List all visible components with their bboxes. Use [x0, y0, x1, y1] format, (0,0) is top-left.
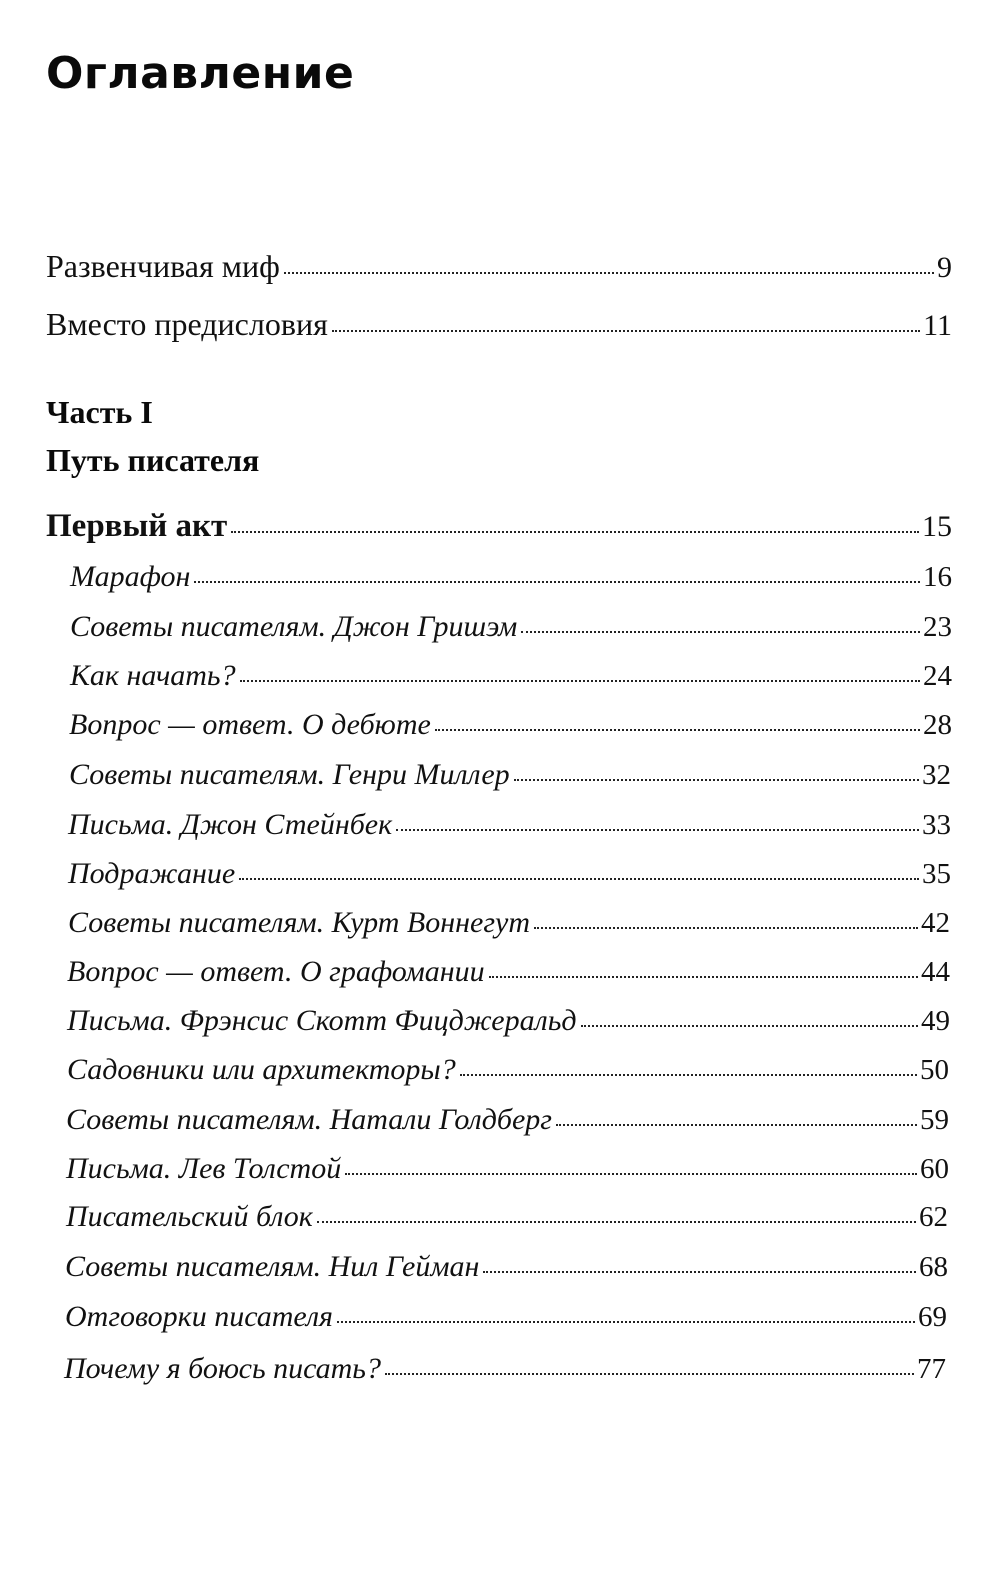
entry-label: Садовники или архитекторы? [67, 1053, 456, 1086]
dot-leader [317, 1221, 916, 1223]
page-number: 32 [922, 759, 951, 791]
page-number: 59 [920, 1104, 949, 1136]
page-number: 28 [923, 709, 952, 741]
page-number: 49 [921, 1005, 950, 1037]
entry-label: Марафон [70, 560, 191, 593]
dot-leader [337, 1321, 915, 1323]
page-number: 23 [923, 611, 952, 643]
entry-label: Советы писателям. Джон Гришэм [70, 610, 518, 643]
dot-leader [385, 1373, 914, 1375]
page-number: 77 [917, 1353, 946, 1385]
dot-leader [194, 581, 920, 583]
entry-label: Вопрос — ответ. О дебюте [69, 708, 431, 741]
entry-label: Вопрос — ответ. О графомании [67, 955, 485, 988]
toc-entry-chapter[interactable] [68, 806, 951, 844]
dot-leader [521, 631, 920, 633]
entry-label: Письма. Джон Стейнбек [68, 808, 393, 841]
dot-leader [483, 1271, 916, 1273]
page-number: 33 [922, 809, 951, 841]
dot-leader [534, 927, 918, 929]
dot-leader [514, 779, 919, 781]
entry-label: Советы писателям. Натали Голдберг [66, 1103, 552, 1136]
dot-leader [240, 680, 920, 682]
entry-label: Как начать? [70, 659, 236, 692]
toc-entry-chapter[interactable] [69, 706, 952, 744]
entry-label: Советы писателям. Генри Миллер [69, 758, 510, 791]
entry-label: Писательский блок [66, 1200, 313, 1233]
entry-label: Советы писателям. Нил Гейман [65, 1250, 480, 1283]
entry-label: Почему я боюсь писать? [64, 1352, 381, 1385]
page-number: 68 [919, 1251, 948, 1283]
part-title-heading: Путь писателя [46, 442, 260, 478]
dot-leader [435, 729, 920, 731]
entry-label: Первый акт [46, 508, 228, 544]
toc-entry-chapter[interactable] [64, 1350, 946, 1388]
page-number: 15 [922, 510, 952, 543]
dot-leader [284, 272, 934, 274]
entry-label: Советы писателям. Курт Воннегут [68, 906, 530, 939]
toc-entry-chapter[interactable] [70, 657, 952, 695]
dot-leader [581, 1025, 918, 1027]
toc-entry-chapter[interactable] [65, 1248, 948, 1286]
page-number: 62 [919, 1201, 948, 1233]
toc-entry-chapter[interactable] [67, 1002, 950, 1040]
page-number: 16 [923, 561, 952, 593]
part-number-heading: Часть I [46, 394, 153, 430]
dot-leader [231, 531, 919, 533]
dot-leader [460, 1074, 917, 1076]
toc-entry-chapter[interactable] [65, 1298, 947, 1336]
entry-label: Письма. Лев Толстой [66, 1152, 342, 1185]
page-number: 24 [923, 660, 952, 692]
entry-label: Отговорки писателя [65, 1300, 333, 1333]
dot-leader [396, 829, 919, 831]
toc-entry-chapter[interactable] [70, 558, 952, 596]
page-number: 60 [920, 1153, 949, 1185]
toc-entry-front-matter[interactable] [46, 246, 952, 288]
page-number: 11 [923, 309, 952, 342]
toc-entry-act[interactable] [46, 506, 952, 547]
toc-entry-chapter[interactable] [69, 756, 951, 794]
toc-entry-chapter[interactable] [68, 904, 950, 942]
toc-entry-chapter[interactable] [70, 608, 952, 646]
entry-label: Развенчивая миф [46, 248, 280, 284]
dot-leader [345, 1173, 917, 1175]
entry-label: Вместо предисловия [46, 306, 328, 342]
page-number: 42 [921, 907, 950, 939]
dot-leader [489, 976, 918, 978]
entry-label: Письма. Фрэнсис Скотт Фицджеральд [67, 1004, 577, 1037]
page-number: 69 [918, 1301, 947, 1333]
toc-entry-chapter[interactable] [66, 1101, 949, 1139]
dot-leader [332, 330, 920, 332]
toc-entry-front-matter[interactable] [46, 304, 952, 346]
dot-leader [239, 878, 919, 880]
page-number: 9 [937, 251, 952, 284]
page-number: 44 [921, 956, 950, 988]
page-title: Оглавление [46, 48, 355, 99]
toc-entry-chapter[interactable] [67, 1051, 949, 1089]
toc-entry-chapter[interactable] [67, 953, 950, 991]
dot-leader [556, 1124, 917, 1126]
page-number: 35 [922, 858, 951, 890]
toc-entry-chapter[interactable] [66, 1150, 949, 1188]
entry-label: Подражание [68, 857, 236, 890]
page-number: 50 [920, 1054, 949, 1086]
toc-entry-chapter[interactable] [68, 855, 951, 893]
toc-entry-chapter[interactable] [66, 1198, 948, 1236]
